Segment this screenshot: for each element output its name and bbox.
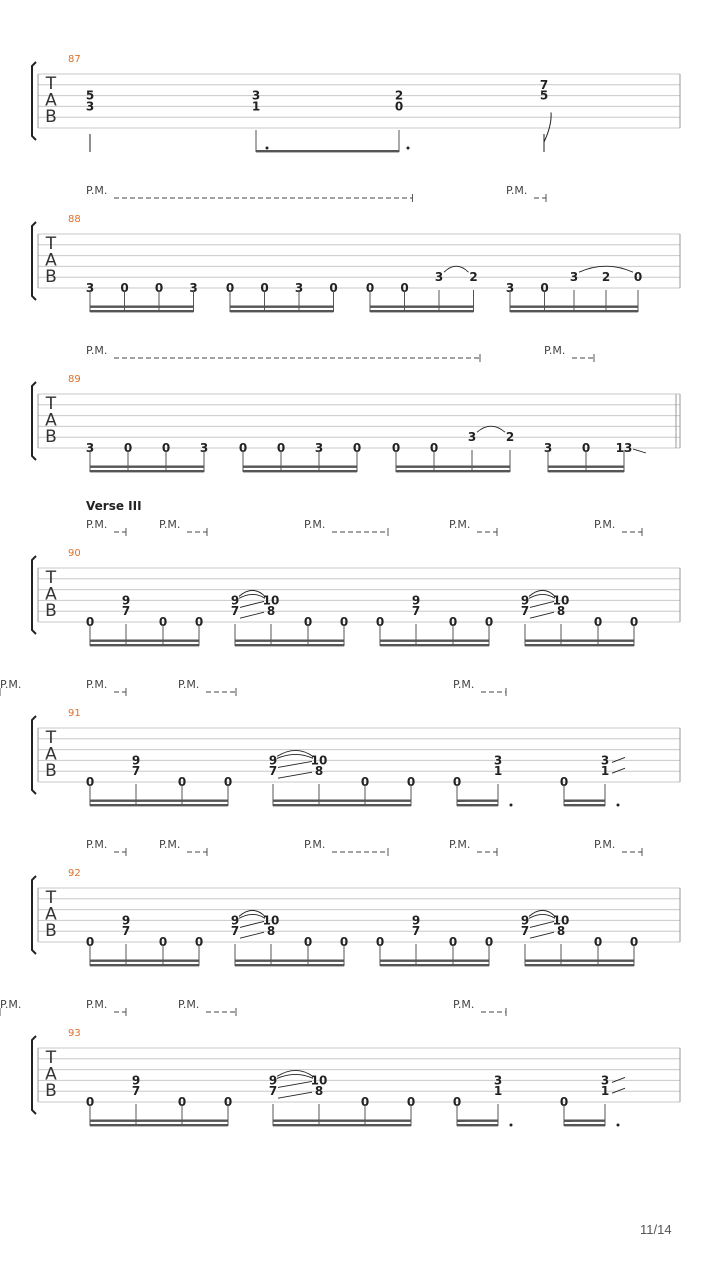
system-bracket <box>32 1036 36 1114</box>
beam <box>230 310 334 312</box>
beam <box>90 804 228 806</box>
palm-mute-label: P.M. <box>86 518 108 531</box>
fret-number: 0 <box>339 615 349 629</box>
slide-line <box>240 612 264 618</box>
tab-clef-letter: B <box>45 267 57 287</box>
fret-number: 7 <box>268 764 278 779</box>
measure-number: 92 <box>68 868 81 879</box>
fret-number: 3 <box>467 430 477 445</box>
palm-mute-label: P.M. <box>178 678 200 691</box>
fret-number: 0 <box>448 935 458 949</box>
fret-number: 0 <box>448 615 458 629</box>
fret-number: 0 <box>225 281 235 295</box>
slide-line <box>530 601 554 607</box>
fret-number: 9 <box>520 593 530 608</box>
fret-number: 3 <box>85 281 95 295</box>
fret-number: 7 <box>268 1084 278 1099</box>
fret-number: 0 <box>177 1095 187 1109</box>
tab-clef-letter: A <box>45 250 57 271</box>
fret-number: 0 <box>120 281 129 295</box>
beam-partial <box>457 1120 465 1122</box>
fret-number: 10 <box>310 1073 328 1088</box>
slide-line <box>278 1092 312 1098</box>
duration-dot <box>617 804 620 807</box>
fret-number: 9 <box>411 913 421 928</box>
tab-clef-letter: B <box>45 921 57 941</box>
fret-number: 3 <box>493 1073 503 1088</box>
fret-number: 3 <box>294 281 304 295</box>
slide-line <box>278 1081 312 1087</box>
fret-number: 0 <box>154 281 164 295</box>
tab-clef-letter: A <box>45 410 57 431</box>
palm-mute-label: P.M. <box>304 518 326 531</box>
fret-number: 9 <box>230 913 240 928</box>
fret-number: 0 <box>85 615 95 629</box>
tab-clef-letter: T <box>45 1048 57 1068</box>
slide-line <box>530 612 554 618</box>
beam <box>235 640 344 642</box>
beam <box>90 306 194 308</box>
palm-mute-label: P.M. <box>159 518 181 531</box>
measure-number: 91 <box>68 708 81 719</box>
beam <box>90 644 199 646</box>
beam <box>380 960 489 962</box>
fret-number: 0 <box>484 615 494 629</box>
fret-number: 0 <box>161 441 171 455</box>
beam <box>396 466 510 468</box>
fret-number: 0 <box>429 441 439 455</box>
hammer-on-arc <box>239 910 265 916</box>
fret-number: 0 <box>360 775 370 789</box>
slide-line <box>240 932 264 938</box>
beam-partial <box>564 800 572 802</box>
fret-number: 7 <box>539 77 549 92</box>
slide-line <box>278 772 312 778</box>
fret-number: 8 <box>556 604 566 619</box>
hammer-on-arc <box>277 754 313 758</box>
beam <box>90 1120 228 1122</box>
system-bracket <box>32 382 36 460</box>
tab-clef-letter: A <box>45 584 57 605</box>
palm-mute-label: P.M. <box>86 184 108 197</box>
fret-number: 7 <box>131 1084 141 1099</box>
beam <box>273 800 411 802</box>
beam <box>273 804 411 806</box>
beam <box>564 1124 605 1126</box>
fret-number: 9 <box>131 753 141 768</box>
measure-number: 93 <box>68 1028 81 1039</box>
beam <box>525 644 634 646</box>
beam <box>457 1124 498 1126</box>
tab-clef-letter: B <box>45 601 57 621</box>
duration-dot <box>510 804 513 807</box>
fret-number: 0 <box>406 775 416 789</box>
fret-number: 7 <box>520 604 530 619</box>
fret-number: 0 <box>260 281 269 295</box>
tab-clef-letter: T <box>45 568 57 588</box>
beam <box>243 470 357 472</box>
measure-number: 90 <box>68 548 81 559</box>
palm-mute-label: P.M. <box>594 838 616 851</box>
fret-number: 8 <box>266 604 276 619</box>
fret-number: 0 <box>123 441 133 455</box>
fret-number: 2 <box>601 270 611 285</box>
hammer-on-arc <box>529 594 555 598</box>
palm-mute-label: P.M. <box>594 518 616 531</box>
palm-mute-label: P.M. <box>86 838 108 851</box>
palm-mute-label: P.M. <box>86 998 108 1011</box>
tab-clef-letter: T <box>45 394 57 414</box>
beam <box>235 960 344 962</box>
slur-arc <box>477 426 505 432</box>
beam <box>273 1124 411 1126</box>
fret-number: 3 <box>600 1073 610 1088</box>
fret-number: 0 <box>276 441 286 455</box>
fret-number: 0 <box>394 99 404 114</box>
beam <box>525 640 634 642</box>
tab-clef-letter: B <box>45 761 57 781</box>
beam <box>243 466 357 468</box>
fret-number: 3 <box>199 441 209 455</box>
beam <box>90 960 199 962</box>
fret-number: 3 <box>600 753 610 768</box>
palm-mute-label: P.M. <box>86 678 108 691</box>
palm-mute-label: P.M. <box>86 344 108 357</box>
fret-number: 0 <box>360 1095 370 1109</box>
beam <box>90 1124 228 1126</box>
beam <box>525 960 634 962</box>
beam <box>548 466 624 468</box>
tab-clef-letter: A <box>45 904 57 925</box>
beam <box>235 964 344 966</box>
fret-number: 0 <box>593 935 603 949</box>
fret-number: 9 <box>411 593 421 608</box>
palm-mute-label: P.M. <box>453 678 475 691</box>
fret-number: 0 <box>85 775 95 789</box>
fret-number: 9 <box>520 913 530 928</box>
tab-clef-letter: B <box>45 107 57 127</box>
duration-dot <box>266 147 269 150</box>
tab-clef-letter: A <box>45 90 57 111</box>
fret-number: 0 <box>194 615 204 629</box>
beam <box>396 470 510 472</box>
beam <box>548 470 624 472</box>
tab-clef-letter: A <box>45 744 57 765</box>
tab-clef-letter: T <box>45 728 57 748</box>
fret-number: 3 <box>251 88 261 103</box>
system-bracket <box>32 556 36 634</box>
beam <box>457 804 498 806</box>
fret-number: 0 <box>85 1095 95 1109</box>
beam <box>380 640 489 642</box>
fret-number: 3 <box>85 99 95 114</box>
fret-number: 7 <box>411 604 421 619</box>
hammer-on-arc <box>239 594 265 598</box>
beam <box>256 150 399 152</box>
hammer-on-arc <box>529 910 555 916</box>
tab-clef-letter: T <box>45 234 57 254</box>
fret-number: 3 <box>493 753 503 768</box>
beam <box>273 1120 411 1122</box>
fret-number: 3 <box>189 281 198 295</box>
hammer-on-arc <box>529 914 555 918</box>
fret-number: 7 <box>230 924 240 939</box>
hammer-on-arc <box>277 1074 313 1078</box>
fret-number: 0 <box>629 615 639 629</box>
beam <box>90 470 204 472</box>
fret-number: 0 <box>339 935 349 949</box>
hammer-on-arc <box>277 1070 313 1076</box>
system-bracket <box>32 222 36 300</box>
fret-number: 0 <box>238 441 248 455</box>
fret-number: 0 <box>223 775 233 789</box>
system-bracket <box>32 62 36 140</box>
fret-number: 7 <box>121 604 131 619</box>
fret-number: 0 <box>593 615 603 629</box>
fret-number: 0 <box>365 281 375 295</box>
fret-number: 0 <box>375 615 385 629</box>
slide-line <box>240 601 264 607</box>
tab-clef-letter: T <box>45 74 57 94</box>
fret-number: 7 <box>131 764 141 779</box>
palm-mute-label: P.M. <box>0 998 22 1011</box>
tab-clef-letter: B <box>45 1081 57 1101</box>
fret-number: 0 <box>633 270 643 285</box>
tab-clef-letter: T <box>45 888 57 908</box>
fret-number: 0 <box>629 935 639 949</box>
fret-number: 7 <box>520 924 530 939</box>
beam <box>564 804 605 806</box>
beam <box>230 306 334 308</box>
palm-mute-label: P.M. <box>159 838 181 851</box>
beam <box>370 306 474 308</box>
fret-number: 5 <box>85 88 95 103</box>
measure-number: 89 <box>68 374 81 385</box>
palm-mute-label: P.M. <box>544 344 566 357</box>
slide-line <box>633 449 646 453</box>
page-number: 11/14 <box>640 1222 672 1237</box>
duration-dot <box>407 147 410 150</box>
system-bracket <box>32 716 36 794</box>
section-label: Verse III <box>86 499 142 513</box>
palm-mute-label: P.M. <box>449 838 471 851</box>
slide-line <box>530 921 554 927</box>
fret-number: 10 <box>310 753 328 768</box>
slide-line <box>530 932 554 938</box>
fret-number: 7 <box>411 924 421 939</box>
beam <box>90 310 194 312</box>
beam <box>525 964 634 966</box>
fret-number: 0 <box>581 441 591 455</box>
beam <box>90 466 204 468</box>
fret-number: 8 <box>266 924 276 939</box>
fret-number: 3 <box>434 270 444 285</box>
fret-number: 0 <box>559 1095 569 1109</box>
fret-number: 3 <box>85 441 95 455</box>
fret-number: 2 <box>394 88 404 103</box>
hammer-on-arc <box>277 750 313 756</box>
fret-number: 1 <box>493 764 503 779</box>
slide-line <box>240 921 264 927</box>
beam-partial <box>564 1120 572 1122</box>
fret-number: 3 <box>314 441 324 455</box>
tab-clef-letter: A <box>45 1064 57 1085</box>
fret-number: 0 <box>223 1095 233 1109</box>
palm-mute-label: P.M. <box>178 998 200 1011</box>
beam <box>90 964 199 966</box>
hammer-on-arc <box>239 914 265 918</box>
palm-mute-label: P.M. <box>453 998 475 1011</box>
palm-mute-label: P.M. <box>506 184 528 197</box>
palm-mute-label: P.M. <box>0 678 22 691</box>
tab-clef-letter: B <box>45 427 57 447</box>
fret-number: 7 <box>121 924 131 939</box>
fret-number: 0 <box>452 775 462 789</box>
fret-number: 2 <box>505 430 515 445</box>
beam <box>235 644 344 646</box>
duration-dot <box>510 1124 513 1127</box>
fret-number: 9 <box>121 593 131 608</box>
fret-number: 9 <box>131 1073 141 1088</box>
fret-number: 13 <box>615 441 633 455</box>
fret-number: 0 <box>559 775 569 789</box>
fret-number: 0 <box>177 775 187 789</box>
measure-number: 88 <box>68 214 81 225</box>
fret-number: 0 <box>484 935 494 949</box>
fret-number: 0 <box>352 441 362 455</box>
fret-number: 0 <box>400 281 409 295</box>
beam <box>90 800 228 802</box>
fret-number: 0 <box>391 441 401 455</box>
palm-mute-label: P.M. <box>449 518 471 531</box>
fret-number: 9 <box>230 593 240 608</box>
duration-dot <box>617 1124 620 1127</box>
fret-number: 0 <box>158 615 168 629</box>
fret-number: 2 <box>469 270 478 285</box>
hammer-on-arc <box>529 590 555 596</box>
fret-number: 1 <box>251 99 261 114</box>
fret-number: 1 <box>600 1084 610 1099</box>
fret-number: 0 <box>452 1095 462 1109</box>
fret-number: 0 <box>85 935 95 949</box>
beam <box>510 306 638 308</box>
fret-number: 1 <box>600 764 610 779</box>
fret-number: 8 <box>314 764 324 779</box>
fret-number: 8 <box>314 1084 324 1099</box>
beam-partial <box>457 800 465 802</box>
fret-number: 5 <box>539 88 549 103</box>
fret-number: 9 <box>121 913 131 928</box>
fret-number: 1 <box>493 1084 503 1099</box>
beam <box>380 964 489 966</box>
fret-number: 0 <box>540 281 549 295</box>
fret-number: 3 <box>505 281 515 295</box>
fret-number: 0 <box>329 281 338 295</box>
fret-number: 3 <box>569 270 579 285</box>
measure-number: 87 <box>68 54 81 65</box>
slur-arc <box>444 266 469 272</box>
fret-number: 10 <box>552 593 570 608</box>
beam <box>510 310 638 312</box>
fret-number: 0 <box>194 935 204 949</box>
fret-number: 10 <box>262 913 280 928</box>
fret-number: 7 <box>230 604 240 619</box>
fret-number: 10 <box>262 593 280 608</box>
system-bracket <box>32 876 36 954</box>
fret-number: 0 <box>406 1095 416 1109</box>
beam <box>380 644 489 646</box>
fret-number: 8 <box>556 924 566 939</box>
beam <box>370 310 474 312</box>
hammer-on-arc <box>239 590 265 596</box>
fret-number: 9 <box>268 1073 278 1088</box>
fret-number: 9 <box>268 753 278 768</box>
fret-number: 0 <box>158 935 168 949</box>
fret-number: 0 <box>375 935 385 949</box>
beam <box>90 640 199 642</box>
fret-number: 10 <box>552 913 570 928</box>
palm-mute-label: P.M. <box>304 838 326 851</box>
fret-number: 0 <box>303 615 313 629</box>
fret-number: 3 <box>543 441 553 455</box>
fret-number: 0 <box>303 935 313 949</box>
slide-line <box>278 761 312 767</box>
